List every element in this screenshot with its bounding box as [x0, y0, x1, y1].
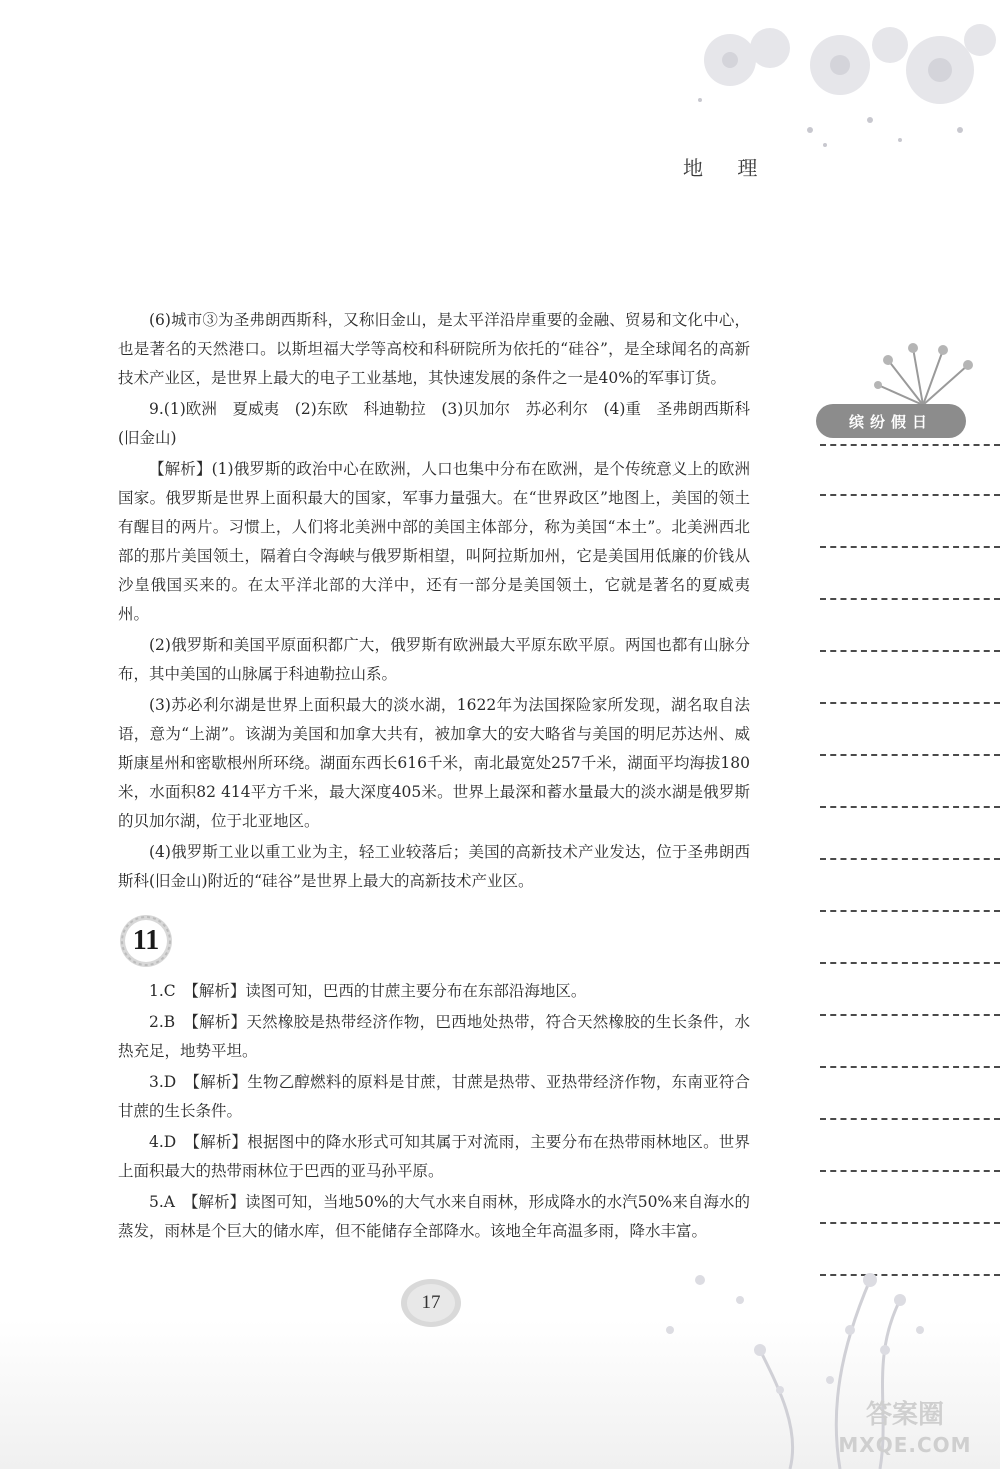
paragraph: 【解析】(1)俄罗斯的政治中心在欧洲，人口也集中分布在欧洲，是个传统意义上的欧洲国家。俄罗斯是世界上面积最大的国家，军事力量强大。在“世界政区”地图上，美国的领土有醒目的两片。习惯上，人们将北美洲中部的美国主体部分，称为美国“本土”。北美洲西北部的那片美国领土，隔着白令海峡与俄罗斯相望，叫阿拉斯加州，它是美国用低廉的价钱从沙皇俄国买来的。在太平洋北部的大洋中，还有一部分是美国领土，它就是著名的夏威夷州。: [118, 460, 750, 623]
answer-item: 5.A 【解析】读图可知，当地50%的大气水来自雨林，形成降水的水汽50%来自海水的蒸发，雨林是个巨大的储水库，但不能储存全部降水。该地全年高温多雨，降水丰富。: [118, 1193, 750, 1240]
watermark: [810, 1400, 1000, 1460]
section-number: 11: [132, 925, 160, 956]
page-number: 17: [421, 1292, 441, 1313]
answers-text: [118, 977, 750, 1248]
note-line: [820, 754, 1000, 756]
note-line: [820, 1014, 1000, 1016]
paragraph: (6)城市③为圣弗朗西斯科，又称旧金山，是太平洋沿岸重要的金融、贸易和文化中心，也是著名的天然港口。以斯坦福大学等高校和科研院所为依托的“硅谷”，是全球闻名的高新技术产业区，是世界上最大的电子工业基地，其快速发展的条件之一是40%的军事订货。: [118, 311, 750, 387]
note-line: [820, 806, 1000, 808]
sidebar-title: 缤纷假日: [816, 404, 966, 438]
firework-decoration-icon: [868, 340, 978, 410]
answer-item: 2.B 【解析】天然橡胶是热带经济作物，巴西地处热带，符合天然橡胶的生长条件，水热充足，地势平坦。: [118, 1013, 750, 1060]
note-line: [820, 444, 1000, 446]
answer-item: 1.C 【解析】读图可知，巴西的甘蔗主要分布在东部沿海地区。: [149, 982, 587, 1000]
page-number-badge: [400, 1278, 462, 1328]
main-text: [118, 306, 750, 898]
watermark-line2: MXQE.COM: [838, 1433, 972, 1457]
note-line: [820, 546, 1000, 548]
note-line: [820, 910, 1000, 912]
note-line: [820, 1170, 1000, 1172]
paragraph: 9.(1)欧洲 夏威夷 (2)东欧 科迪勒拉 (3)贝加尔 苏必利尔 (4)重 圣弗朗西斯科(旧金山): [118, 400, 750, 447]
note-line: [820, 962, 1000, 964]
note-line: [820, 494, 1000, 496]
section-badge: [118, 913, 174, 969]
subject-title: 地 理: [683, 156, 772, 180]
answer-item: 3.D 【解析】生物乙醇燃料的原料是甘蔗，甘蔗是热带、亚热带经济作物，东南亚符合甘蔗的生长条件。: [118, 1073, 750, 1120]
note-line: [820, 702, 1000, 704]
watermark-line1: 答案圈: [865, 1400, 944, 1430]
note-line: [820, 598, 1000, 600]
note-line: [820, 1066, 1000, 1068]
paragraph: (4)俄罗斯工业以重工业为主，轻工业较落后；美国的高新技术产业发达，位于圣弗朗西斯科(旧金山)附近的“硅谷”是世界上最大的高新技术产业区。: [118, 843, 750, 890]
answer-item: 4.D 【解析】根据图中的降水形式可知其属于对流雨，主要分布在热带雨林地区。世界上面积最大的热带雨林位于巴西的亚马孙平原。: [118, 1133, 750, 1180]
note-line: [820, 1118, 1000, 1120]
note-line: [820, 858, 1000, 860]
note-line: [820, 650, 1000, 652]
paragraph: (2)俄罗斯和美国平原面积都广大，俄罗斯有欧洲最大平原东欧平原。两国也都有山脉分布，其中美国的山脉属于科迪勒拉山系。: [118, 636, 750, 683]
paragraph: (3)苏必利尔湖是世界上面积最大的淡水湖，1622年为法国探险家所发现，湖名取自法语，意为“上湖”。该湖为美国和加拿大共有，被加拿大的安大略省与美国的明尼苏达州、威斯康星州和密歇根州所环绕。湖面东西长616千米，南北最宽处257千米，湖面平均海拔180米，水面积82 414平方千米，最大深度405米。世界上最深和蓄水量最大的淡水湖是俄罗斯的贝加尔湖，位于北亚地区。: [118, 696, 750, 830]
note-line: [820, 1222, 1000, 1224]
notes-sidebar: [808, 340, 1000, 1300]
